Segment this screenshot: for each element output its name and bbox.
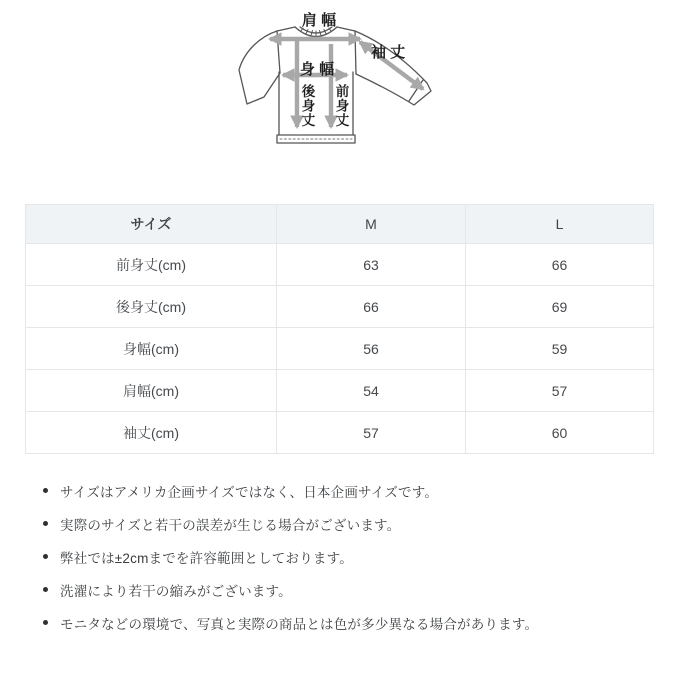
- table-row: [26, 370, 654, 412]
- value-l: 69: [466, 286, 654, 328]
- note-text: サイズはアメリカ企画サイズではなく、日本企画サイズです。: [60, 484, 439, 500]
- row-label: 身幅(cm): [26, 328, 277, 370]
- table-row: [26, 328, 654, 370]
- bullet-icon: [43, 488, 48, 493]
- bullet-icon: [43, 554, 48, 559]
- header-cell-m: M: [277, 205, 466, 244]
- shirt-measurement-diagram: [0, 0, 680, 175]
- value-m: 54: [277, 370, 466, 412]
- row-label: 前身丈(cm): [26, 244, 277, 286]
- row-label: 後身丈(cm): [26, 286, 277, 328]
- bullet-icon: [43, 620, 48, 625]
- value-m: 66: [277, 286, 466, 328]
- value-m: 56: [277, 328, 466, 370]
- sleeve-length-label: 袖 丈: [371, 44, 406, 61]
- value-m: 57: [277, 412, 466, 454]
- note-text: 実際のサイズと若干の誤差が生じる場合がございます。: [60, 517, 401, 533]
- size-table-container: [25, 204, 654, 454]
- body-width-label: 身 幅: [299, 61, 335, 78]
- value-l: 66: [466, 244, 654, 286]
- shoulder-width-label: 肩 幅: [301, 12, 337, 29]
- note-item: [41, 474, 651, 507]
- header-cell-size: サイズ: [26, 205, 277, 244]
- header-cell-l: L: [466, 205, 654, 244]
- bullet-icon: [43, 587, 48, 592]
- note-item: [41, 606, 651, 639]
- row-label: 袖丈(cm): [26, 412, 277, 454]
- value-m: 63: [277, 244, 466, 286]
- bullet-icon: [43, 521, 48, 526]
- note-item: [41, 507, 651, 540]
- back-length-label: 後身丈: [299, 84, 315, 128]
- size-table-header-row: [26, 205, 654, 244]
- table-row: [26, 412, 654, 454]
- size-table: [25, 204, 654, 454]
- note-text: モニタなどの環境で、写真と実際の商品とは色が多少異なる場合があります。: [60, 616, 539, 632]
- table-row: [26, 244, 654, 286]
- value-l: 57: [466, 370, 654, 412]
- note-text: 弊社では±2cmまでを許容範囲としております。: [60, 550, 353, 566]
- value-l: 59: [466, 328, 654, 370]
- note-item: [41, 540, 651, 573]
- value-l: 60: [466, 412, 654, 454]
- note-text: 洗濯により若干の縮みがございます。: [60, 583, 292, 599]
- table-row: [26, 286, 654, 328]
- notes-list: [41, 474, 651, 639]
- note-item: [41, 573, 651, 606]
- front-length-label: 前身丈: [333, 84, 349, 128]
- row-label: 肩幅(cm): [26, 370, 277, 412]
